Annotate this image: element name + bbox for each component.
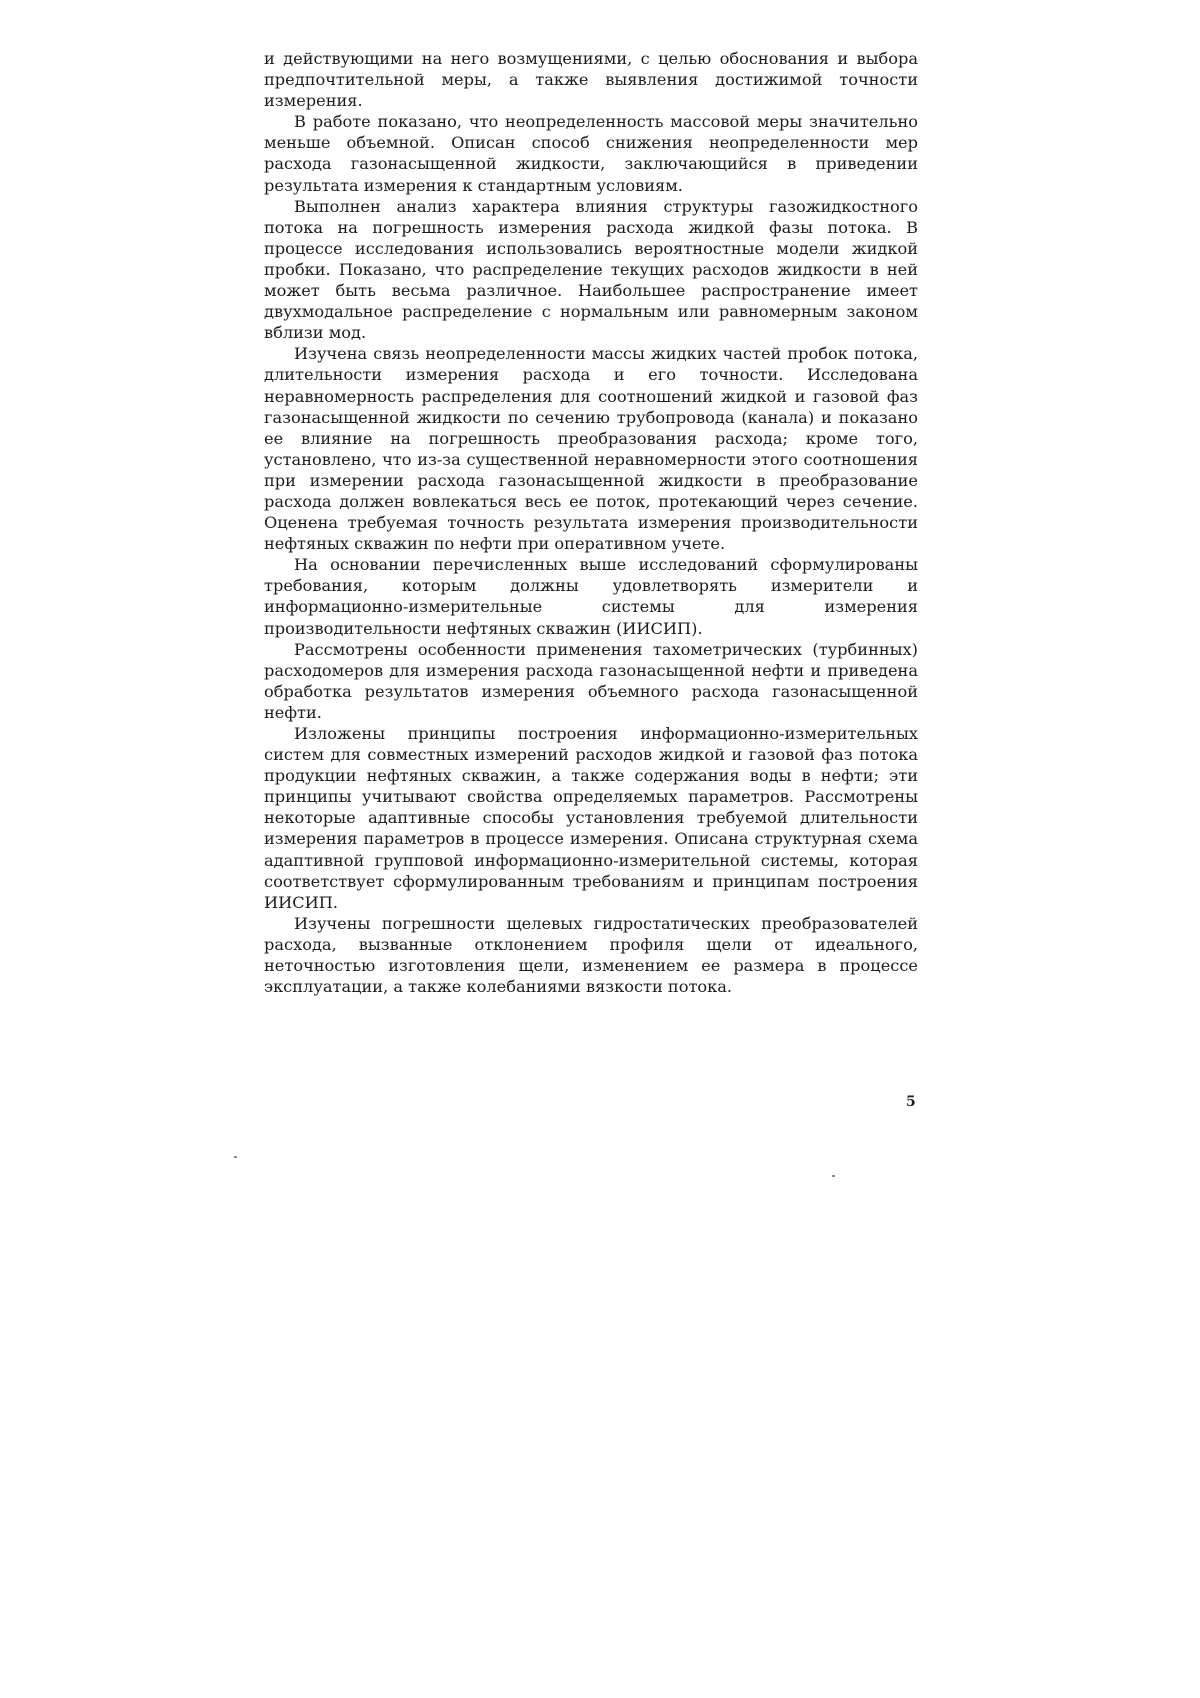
page-number: 5 — [906, 1094, 916, 1110]
paragraph-4: Изучена связь неопределенности массы жидких частей пробок потока, длительности измерения расхода и его точности. Исследована неравномерность распределения для соотношений жидкой и газовой фаз газонасыщенной жидкости по сечению трубопровода (канала) и показано ее влияние на погрешность преобразования расхода; кроме того, установлено, что из-за существенной неравномерности этого соотношения при измерении расхода газонасыщенной жидкости в преобразование расхода должен вовлекаться весь ее поток, протекающий через сечение. Оценена требуемая точность результата измерения производительности нефтяных скважин по нефти при оперативном учете. — [264, 344, 918, 554]
paragraph-8: Изучены погрешности щелевых гидростатических преобразователей расхода, вызванные отклонением профиля щели от идеального, неточностью изготовления щели, изменением ее размера в процессе эксплуатации, а также колебаниями вязкости потока. — [264, 913, 918, 997]
scan-speck — [832, 1175, 835, 1177]
scan-speck — [234, 1156, 237, 1158]
paragraph-2: В работе показано, что неопределенность массовой меры значительно меньше объемной. Описан способ снижения неопределенности мер расхода газонасыщенной жидкости, заключающийся в приведении результата измерения к стандартным условиям. — [264, 112, 918, 195]
paragraph-7: Изложены принципы построения информационно-измерительных систем для совместных измерений расходов жидкой и газовой фаз потока продукции нефтяных скважин, а также содержания воды в нефти; эти принципы учитывают свойства определяемых параметров. Рассмотрены некоторые адаптивные способы установления требуемой длительности измерения параметров в процессе измерения. Описана структурная схема адаптивной групповой информационно-измерительной системы, которая соответствует сформулированным требованиям и принципам построения ИИСИП. — [264, 724, 918, 912]
page-body — [264, 48, 918, 997]
paragraph-5: На основании перечисленных выше исследований сформулированы требования, которым должны удовлетворять измерители и информационно-измерительные системы для измерения производительности нефтяных скважин (ИИСИП). — [264, 555, 918, 638]
paragraph-3: Выполнен анализ характера влияния структуры газожидкостного потока на погрешность измерения расхода жидкой фазы потока. В процессе исследования использовались вероятностные модели жидкой пробки. Показано, что распределение текущих расходов жидкости в ней может быть весьма различное. Наибольшее распространение имеет двухмодальное распределение с нормальным или равномерным законом вблизи мод. — [264, 196, 918, 343]
paragraph-6: Рассмотрены особенности применения тахометрических (турбинных) расходомеров для измерения расхода газонасыщенной нефти и приведена обработка результатов измерения объемного расхода газонасыщенной нефти. — [264, 639, 918, 722]
paragraph-1: и действующими на него возмущениями, с целью обоснования и выбора предпочтительной меры, а также выявления достижимой точности измерения. — [264, 49, 918, 111]
